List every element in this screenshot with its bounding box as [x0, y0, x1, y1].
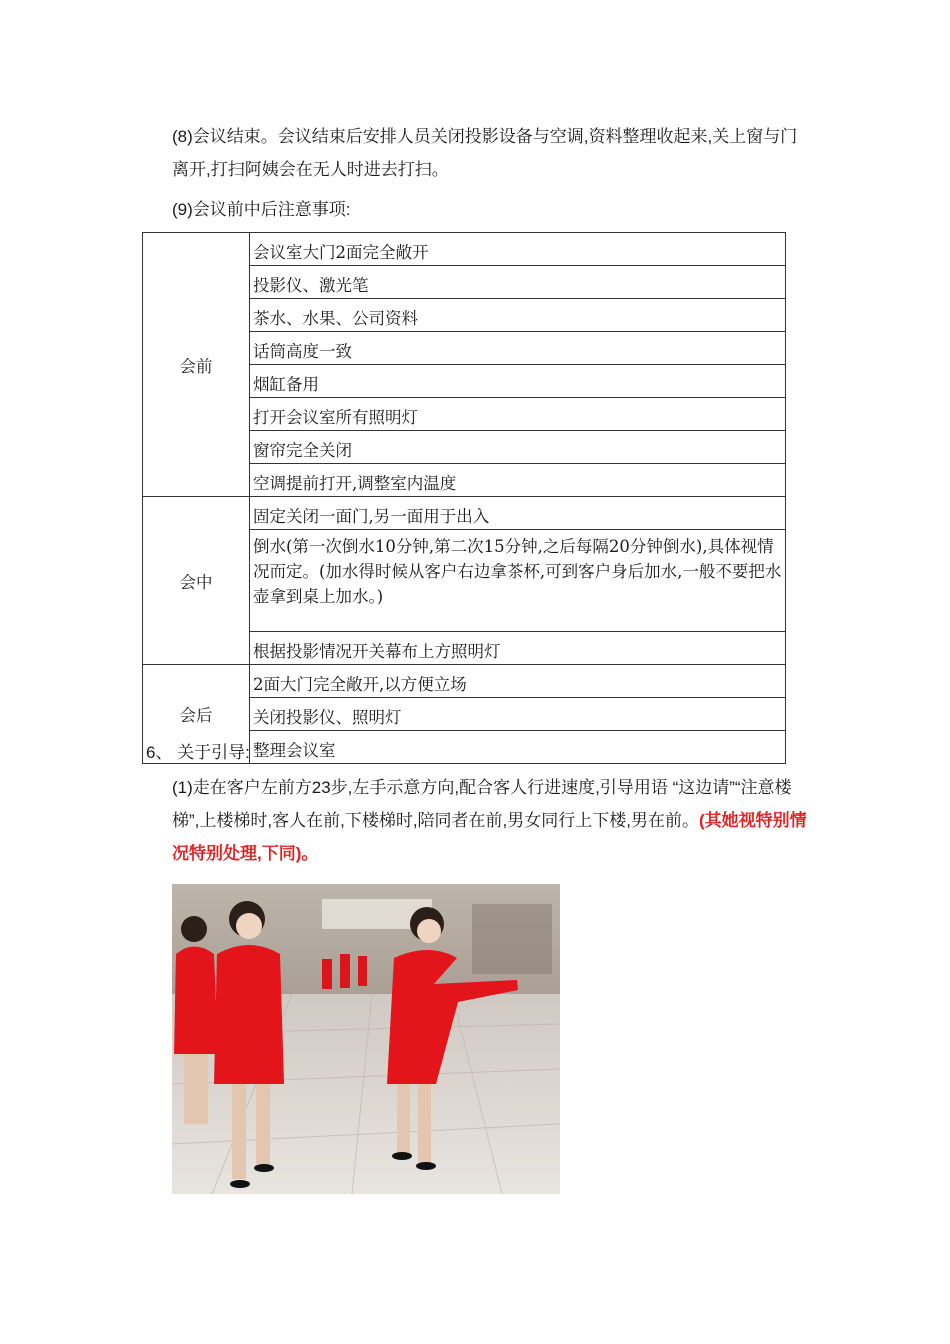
table-cell: 根据投影情况开关幕布上方照明灯 [250, 632, 786, 665]
table-row [143, 497, 786, 530]
paragraph-guidance [172, 771, 812, 870]
paragraph-meeting-end: (8)会议结束。会议结束后安排人员关闭投影设备与空调,资料整理收起来,关上窗与门离开,打扫阿姨会在无人时进去打扫。 [172, 127, 798, 179]
table-cell: 话筒高度一致 [250, 332, 786, 365]
table-row [143, 665, 786, 698]
table-cell: 会议室大门2面完全敞开 [250, 233, 786, 266]
guidance-emphasis: (其她视特别情况特别处理,下同)。 [172, 811, 807, 863]
section-heading-guidance: 6、 关于引导: [146, 743, 250, 762]
guidance-text: (1)走在客户左前方23步,左手示意方向,配合客人行进速度,引导用语 “这边请”“注意楼梯”,上楼梯时,客人在前,下楼梯时,陪同者在前,男女同行上下楼,男在前。 [172, 778, 792, 830]
table-cell: 整理会议室 [250, 731, 786, 764]
meeting-notes-table [142, 232, 786, 764]
table-cell: 固定关闭一面门,另一面用于出入 [250, 497, 786, 530]
table-row [143, 233, 786, 266]
photo-illustration [172, 884, 560, 1194]
table-cell: 茶水、水果、公司资料 [250, 299, 786, 332]
table-cell: 空调提前打开,调整室内温度 [250, 464, 786, 497]
phase-after: 会后 [143, 665, 250, 764]
table-cell: 投影仪、激光笔 [250, 266, 786, 299]
table-cell: 烟缸备用 [250, 365, 786, 398]
hostess-guiding-photo [172, 884, 560, 1194]
table-cell: 2面大门完全敞开,以方便立场 [250, 665, 786, 698]
paragraph-notes-heading: (9)会议前中后注意事项: [172, 200, 351, 219]
table-cell: 关闭投影仪、照明灯 [250, 698, 786, 731]
phase-before: 会前 [143, 233, 250, 497]
table-cell: 倒水(第一次倒水10分钟,第二次15分钟,之后每隔20分钟倒水),具体视情况而定。(加水得时候从客户右边拿茶杯,可到客户身后加水,一般不要把水壶拿到桌上加水。) [250, 530, 786, 632]
table-cell: 打开会议室所有照明灯 [250, 398, 786, 431]
table-cell: 窗帘完全关闭 [250, 431, 786, 464]
phase-during: 会中 [143, 497, 250, 665]
